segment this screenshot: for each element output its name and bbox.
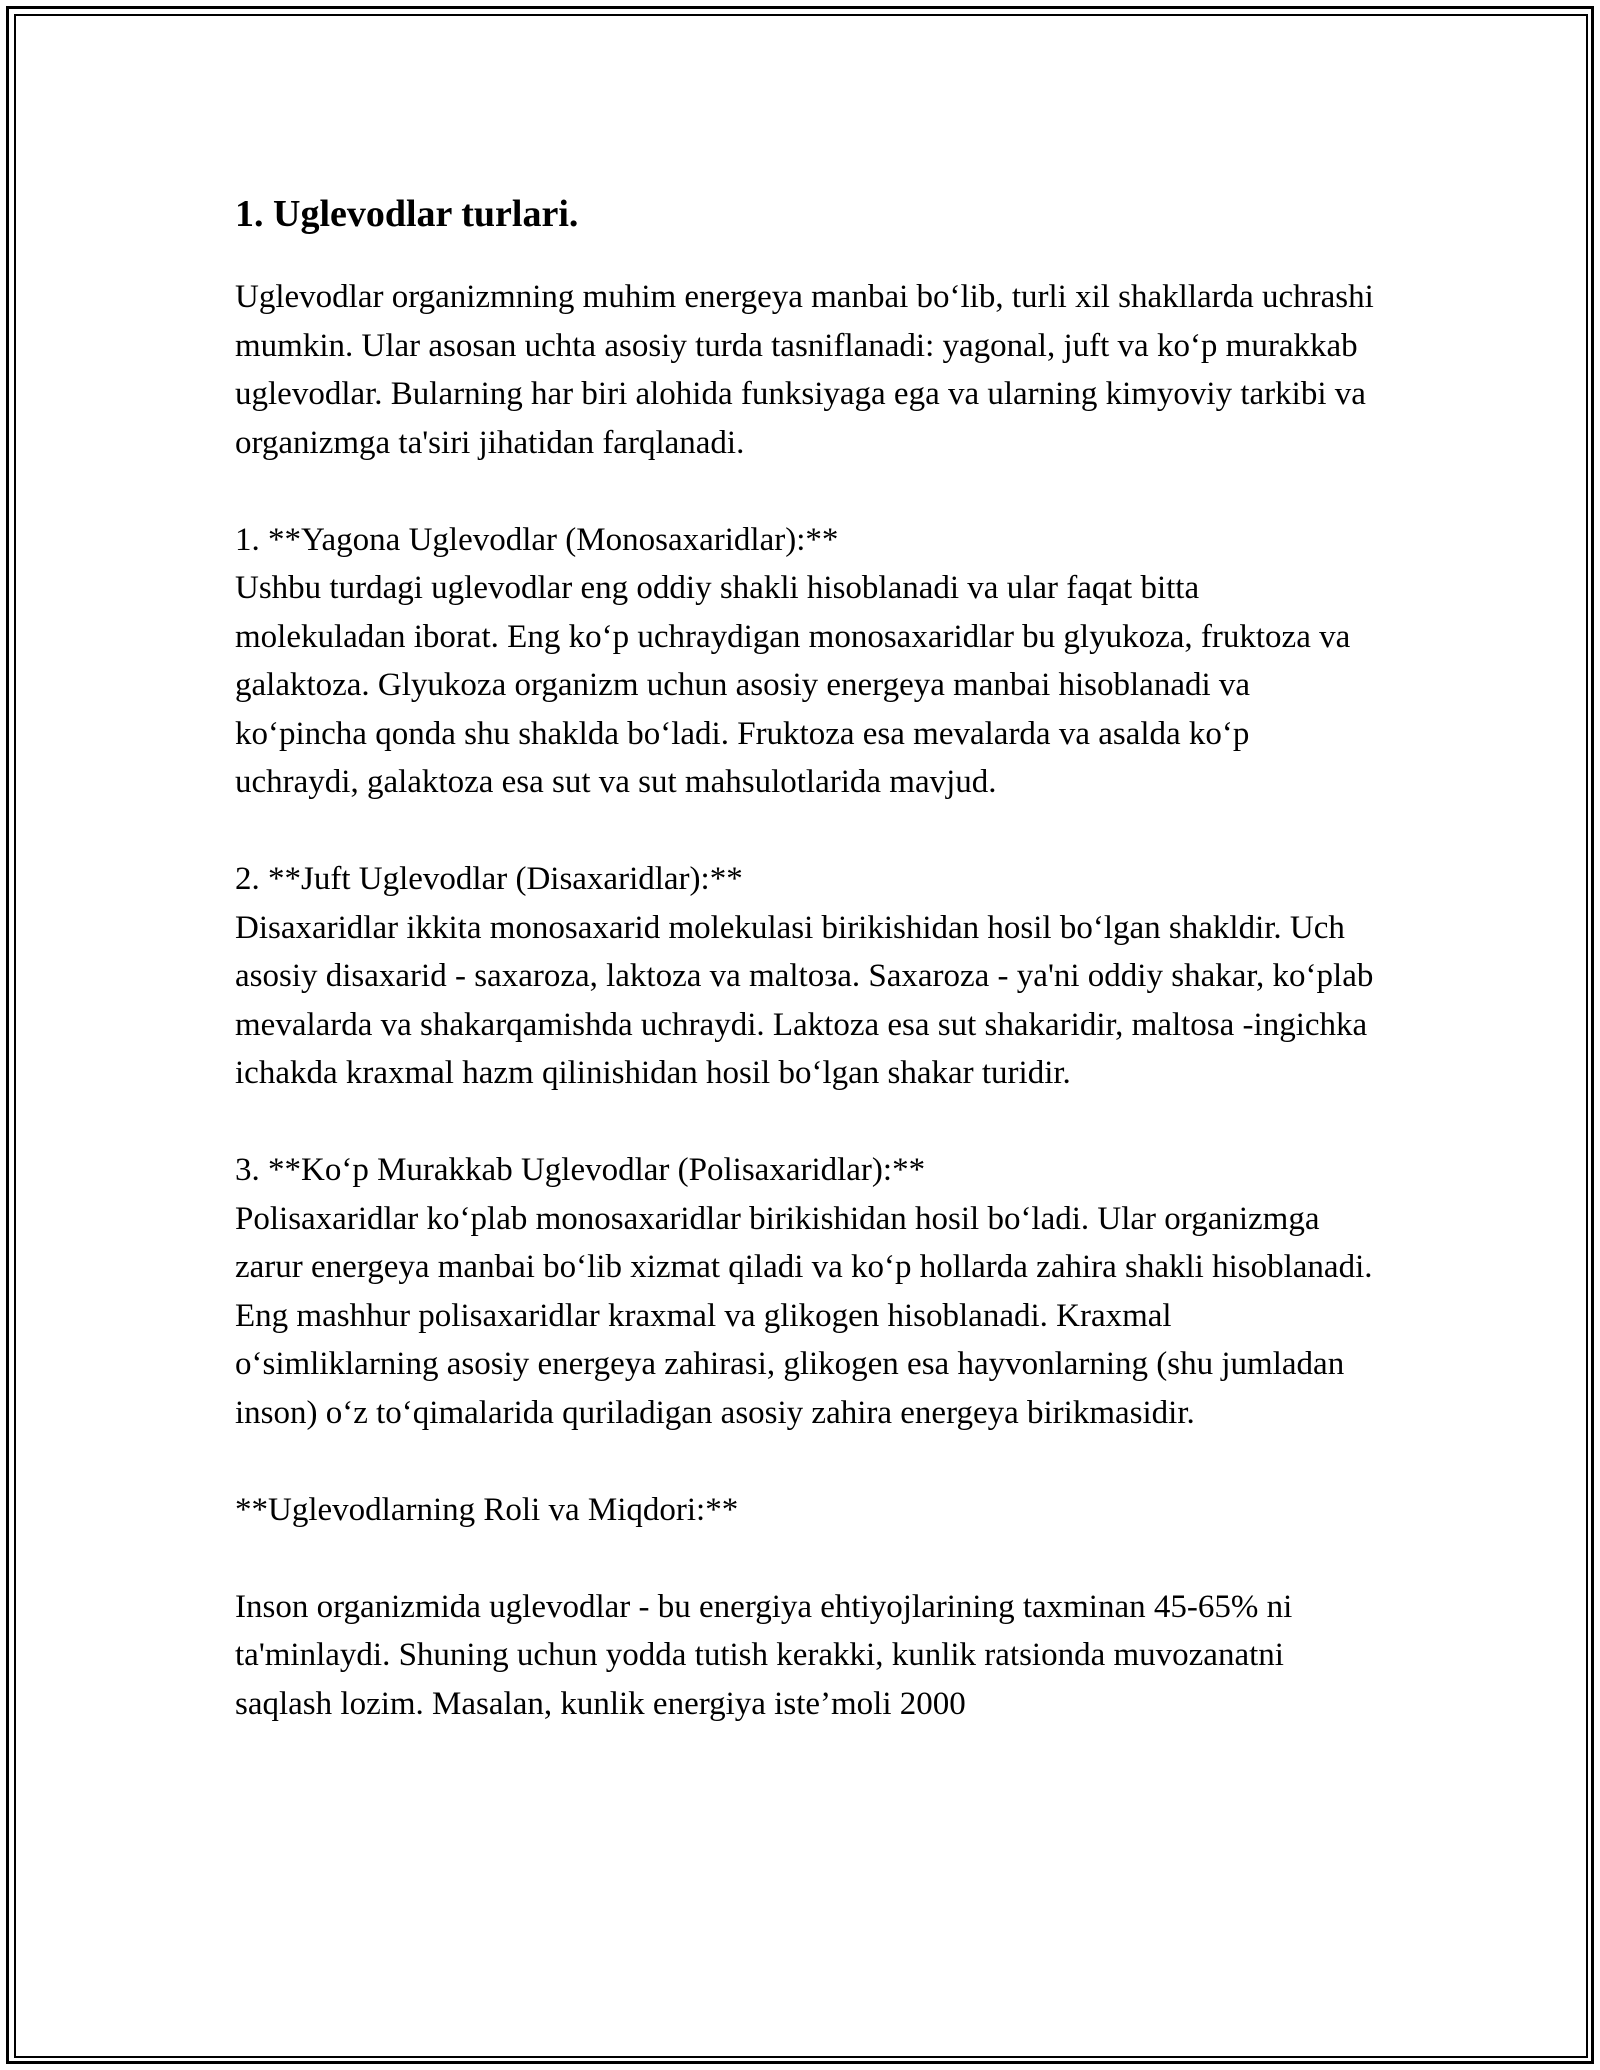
monosaccharides-title: 1. **Yagona Uglevodlar (Monosaxaridlar):** [235,521,839,558]
monosaccharides-paragraph: Ushbu turdagi uglevodlar eng oddiy shakli hisoblanadi va ular faqat bitta molekuladan iborat. Eng ko‘p uchraydigan monosaxaridlar bu glyukoza, fruktoza va galaktoza. Glyukoza organizm uchun asosiy energeya manbai hisoblanadi va ko‘pincha qonda shu shaklda bo‘ladi. Fruktoza esa mevalarda va asalda ko‘p uchraydi, galaktoza esa sut va sut mahsulotlarida mavjud. [235,570,1351,800]
paragraph-gap [235,1098,1375,1147]
intro-paragraph: Uglevodlar organizmning muhim energeya manbai bo‘lib, turli xil shakllarda uchrashi mumkin. Ular asosan uchta asosiy turda tasniflanadi: yagonal, juft va ko‘p murakkab uglevodlar. Bularning har biri alohida funksiyaga ega va ularning kimyoviy tarkibi va organizmga ta'siri jihatidan farqlanadi. [235,279,1374,461]
disaccharides-title: 2. **Juft Uglevodlar (Disaxaridlar):** [235,861,743,897]
polysaccharides-paragraph: Polisaxaridlar ko‘plab monosaxaridlar birikishidan hosil bo‘ladi. Ular organizmga zarur energeya manbai bo‘lib xizmat qiladi va ko‘p hollarda zahira shakli hisoblanadi. Eng mashhur polisaxaridlar kraxmal va glikogen hisoblanadi. Kraxmal o‘simliklarning asosiy energeya zahirasi, glikogen esa hayvonlarning (shu jumladan inson) o‘z to‘qimalarida quriladigan asosiy zahira energeya birikmasidir. [235,1200,1373,1431]
paragraph-gap [235,1437,1375,1486]
polysaccharides-title: 3. **Ko‘p Murakkab Uglevodlar (Polisaxaridlar):** [235,1152,926,1188]
paragraph-gap [235,467,1375,516]
role-paragraph: Inson organizmida uglevodlar - bu energiya ehtiyojlarining taxminan 45-65% ni ta'minlaydi. Shuning uchun yodda tutish kerakki, kunlik ratsionda muvozanatni saqlash lozim. Masalan, kunlik energiya iste’moli 2000 [235,1588,1293,1722]
paragraph-gap [235,807,1375,856]
section-heading: 1. Uglevodlar turlari. [235,193,579,235]
disaccharides-paragraph: Disaxaridlar ikkita monosaxarid molekulasi birikishidan hosil bo‘lgan shakldir. Uch asosiy disaxarid - saxaroza, laktoza va maltoза. Saxaroza - ya'ni oddiy shakar, ko‘plab mevalarda va shakarqamishda uchraydi. Laktoza esa sut shakaridir, maltosa -ingichka ichakda kraxmal hazm qilinishidan hosil bo‘lgan shakar turidir. [235,909,1374,1091]
document-body [235,185,1375,1728]
paragraph-gap [235,1534,1375,1583]
role-title: **Uglevodlarning Roli va Miqdori:** [235,1491,739,1528]
